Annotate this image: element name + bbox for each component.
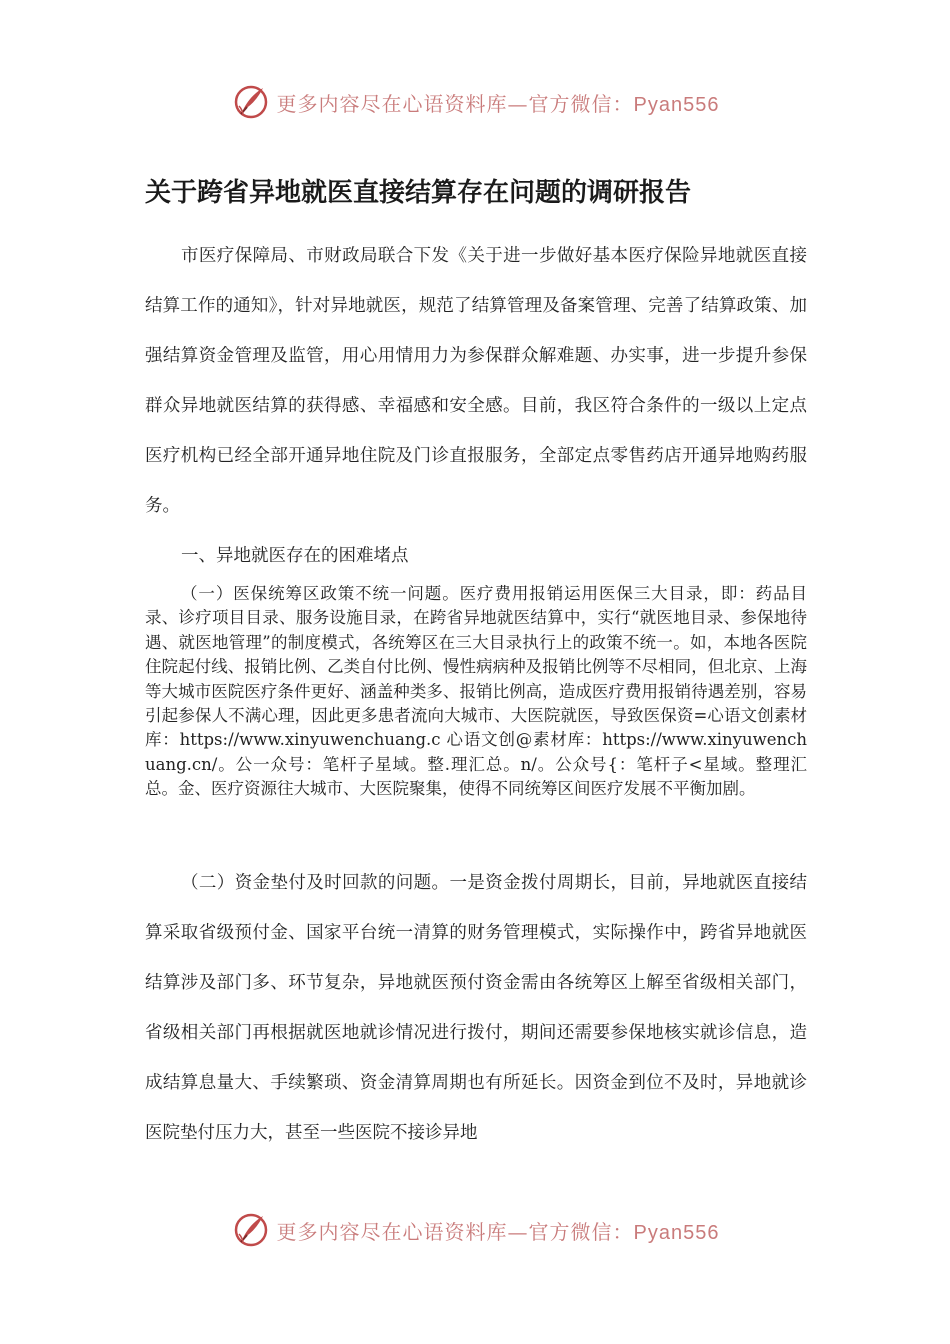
page-title: 关于跨省异地就医直接结算存在问题的调研报告	[145, 178, 692, 208]
watermark-wechat-id: Pyan556	[633, 93, 720, 116]
watermark-label: 更多内容尽在心语资料库—官方微信：	[276, 91, 634, 116]
watermark-banner-top	[0, 80, 950, 124]
policy-paragraph: （一）医保统筹区政策不统一问题。医疗费用报销运用医保三大目录，即：药品目录、诊疗项目目录、服务设施目录，在跨省异地就医结算中，实行“就医地目录、参保地待遇、就医地管理”的制度模式，各统筹区在三大目录执行上的政策不统一。如，本地各医院住院起付线、报销比例、乙类自付比例、慢性病病种及报销比例等不尽相同，但北京、上海等大城市医院医疗条件更好、涵盖种类多、报销比例高，造成医疗费用报销待遇差别，容易引起参保人不满心理，因此更多患者流向大城市、大医院就医，导致医保资=心语文创素材库：https://www.xinyuwenchuang.c 心语文创@素材库：https://www.xinyuwenchuang.cn/。公一众号：笔杆子星域。整.理汇总。n/。公众号{：笔杆子<星域。整理汇总。金、医疗资源往大城市、大医院聚集，使得不同统筹区间医疗发展不平衡加剧。	[145, 584, 807, 799]
watermark-text	[277, 88, 720, 117]
watermark-label: 更多内容尽在心语资料库—官方微信：	[276, 1219, 634, 1244]
funds-paragraph: （二）资金垫付及时回款的问题。一是资金拨付周期长，目前，异地就医直接结算采取省级预付金、国家平台统一清算的财务管理模式，实际操作中，跨省异地就医结算涉及部门多、环节复杂，异地就医预付资金需由各统筹区上解至省级相关部门，省级相关部门再根据就医地就诊情况进行拨付，期间还需要参保地核实就诊信息，造成结算息量大、手续繁琐、资金清算周期也有所延长。因资金到位不及时，异地就诊医院垫付压力大，甚至一些医院不接诊异地	[145, 873, 807, 1143]
watermark-text	[277, 1216, 720, 1245]
section-heading: 一、异地就医存在的困难堵点	[181, 546, 409, 566]
intro-paragraph: 市医疗保障局、市财政局联合下发《关于进一步做好基本医疗保险异地就医直接结算工作的通知》，针对异地就医，规范了结算管理及备案管理、完善了结算政策、加强结算资金管理及监管，用心用情用力为参保群众解难题、办实事，进一步提升参保群众异地就医结算的获得感、幸福感和安全感。目前，我区符合条件的一级以上定点医疗机构已经全部开通异地住院及门诊直报服务，全部定点零售药店开通异地购药服务。	[145, 246, 807, 516]
watermark-banner-bottom	[0, 1208, 950, 1252]
quill-logo-icon	[231, 82, 271, 122]
quill-logo-icon	[231, 1210, 271, 1250]
watermark-wechat-id: Pyan556	[633, 1221, 720, 1244]
